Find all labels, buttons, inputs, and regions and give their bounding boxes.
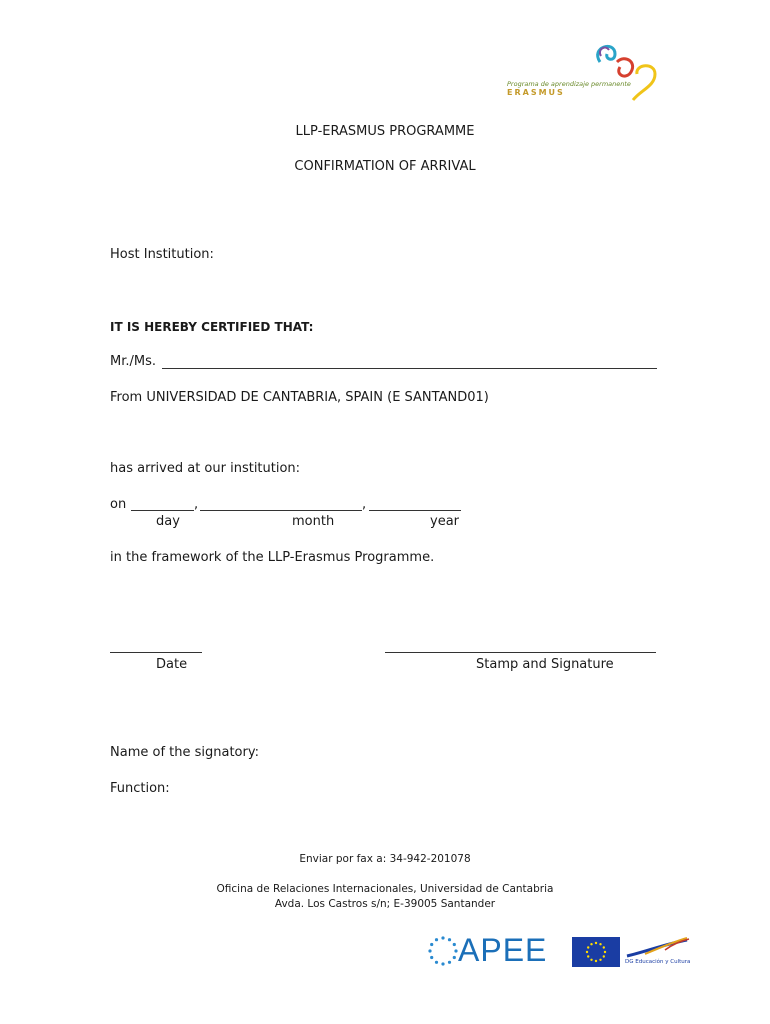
office-address: Avda. Los Castros s/n; E-39005 Santander: [274, 898, 496, 910]
erasmus-logo: [505, 42, 665, 108]
comma-separator: ,: [194, 497, 199, 512]
erasmus-tagline: Programa de aprendizaje permanente: [507, 80, 631, 88]
arrived-text: has arrived at our institution:: [110, 461, 301, 476]
day-caption: day: [156, 514, 180, 529]
date-line: [110, 652, 202, 653]
programme-heading: LLP-ERASMUS PROGRAMME: [295, 124, 475, 139]
function-label: Function:: [110, 781, 170, 796]
stamp-signature-caption: Stamp and Signature: [476, 657, 614, 672]
signatory-label: Name of the signatory:: [110, 745, 259, 760]
from-university: From UNIVERSIDAD DE CANTABRIA, SPAIN (E SANTAND01): [110, 390, 489, 405]
date-caption: Date: [156, 657, 188, 672]
eu-flag-icon: [572, 937, 620, 967]
on-label: on: [110, 497, 127, 512]
month-caption: month: [292, 514, 335, 529]
name-line: [162, 368, 657, 369]
comma-separator: ,: [362, 497, 367, 512]
month-line: [200, 510, 362, 511]
signature-line: [385, 652, 656, 653]
framework-text: in the framework of the LLP-Erasmus Programme.: [110, 550, 435, 565]
year-caption: year: [430, 514, 460, 529]
erasmus-wordmark: ERASMUS: [507, 88, 565, 97]
document-title: CONFIRMATION OF ARRIVAL: [294, 159, 476, 174]
mr-ms-label: Mr./Ms.: [110, 354, 157, 369]
footer-logos: [425, 932, 705, 972]
dg-label: DG Educación y Cultura: [625, 959, 691, 965]
apee-stars-icon: [428, 936, 458, 966]
day-line: [131, 510, 194, 511]
fax-number: Enviar por fax a: 34-942-201078: [299, 853, 471, 865]
year-line: [369, 510, 461, 511]
certified-heading: IT IS HEREBY CERTIFIED THAT:: [110, 320, 314, 334]
erasmus-swirl-icon: [505, 42, 665, 108]
office-name: Oficina de Relaciones Internacionales, Universidad de Cantabria: [216, 883, 554, 895]
apee-wordmark: APEE: [458, 932, 548, 968]
host-institution-label: Host Institution:: [110, 247, 214, 262]
